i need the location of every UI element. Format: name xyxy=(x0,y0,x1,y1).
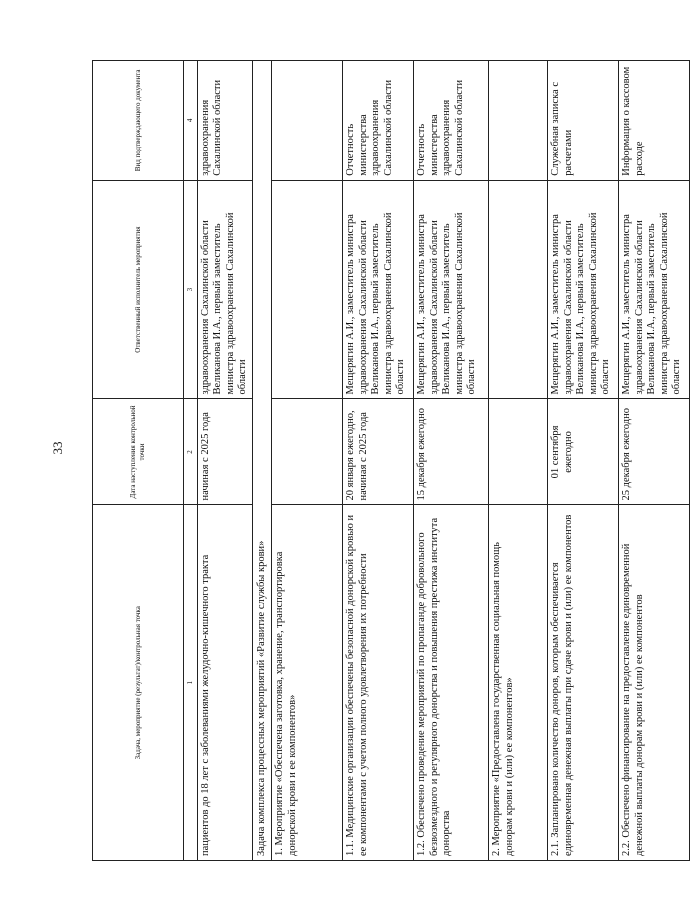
cell-responsible xyxy=(489,180,548,399)
cell-task: пациентов до 18 лет с заболеваниями желудочно-кишечного тракта xyxy=(197,505,252,861)
table-row xyxy=(343,61,414,861)
column-number: 3 xyxy=(184,180,198,399)
header-row xyxy=(93,61,184,861)
cell-task: 1.1. Медицинские организации обеспечены безопасной донорской кровью и ее компонентами с учетом полного удовлетворения их потребности xyxy=(343,505,414,861)
cell-responsible: Мещерягин А.И., заместитель министра здравоохранения Сахалинской области Великанова И.А., первый заместитель министра здравоохранения Сахалинской области xyxy=(414,180,489,399)
column-number: 4 xyxy=(184,61,198,181)
table-row xyxy=(272,61,343,861)
page-number: 33 xyxy=(50,441,65,455)
cell-document xyxy=(272,61,343,181)
cell-document: здравоохранения Сахалинской области xyxy=(197,61,252,181)
cell-task: 1. Мероприятие «Обеспечена заготовка, хранение, транспортировка донорской крови и ее компонентов» xyxy=(272,505,343,861)
column-number: 2 xyxy=(184,399,198,505)
cell-responsible: Мещерягин А.И., заместитель министра здравоохранения Сахалинской области Великанова И.А., первый заместитель министра здравоохранения Сахалинской области xyxy=(619,180,690,399)
task-heading: Задача комплекса процессных мероприятий «Развитие службы крови» xyxy=(252,61,272,861)
cell-date: начиная с 2025 года xyxy=(197,399,252,505)
cell-responsible: Мещерягин А.И., заместитель министра здравоохранения Сахалинской области Великанова И.А., первый заместитель министра здравоохранения Сахалинской области xyxy=(343,180,414,399)
cell-responsible: Мещерягин А.И., заместитель министра здравоохранения Сахалинской области Великанова И.А., первый заместитель министра здравоохранения Сахалинской области xyxy=(548,180,619,399)
cell-document: Отчетность министерства здравоохранения Сахалинской области xyxy=(414,61,489,181)
table-row xyxy=(414,61,489,861)
header-document: Вид подтверждающего документа xyxy=(93,61,184,181)
cell-task: 2. Мероприятие «Предоставлена государственная социальная помощь донорам крови и (или) ее компонентов» xyxy=(489,505,548,861)
cell-task: 2.1. Запланировано количество доноров, которым обеспечивается единовременная денежная выплаты при сдаче крови и (или) ее компонентов xyxy=(548,505,619,861)
cell-document: Служебная записка с расчетами xyxy=(548,61,619,181)
column-number-row xyxy=(184,61,198,861)
header-responsible: Ответственный исполнитель мероприятия xyxy=(93,180,184,399)
cell-date: 20 января ежегодно, начиная с 2025 года xyxy=(343,399,414,505)
cell-document: Информация о кассовом расходе xyxy=(619,61,690,181)
column-number: 1 xyxy=(184,505,198,861)
cell-date: 25 декабря ежегодно xyxy=(619,399,690,505)
rotated-table-wrapper xyxy=(92,60,682,861)
cell-date xyxy=(272,399,343,505)
cell-date: 15 декабря ежегодно xyxy=(414,399,489,505)
header-date: Дата наступления контрольной точки xyxy=(93,399,184,505)
cell-document: Отчетность министерства здравоохранения Сахалинской области xyxy=(343,61,414,181)
cell-task: 2.2. Обеспечено финансирование на предоставление единовременной денежной выплаты донорам крови и (или) ее компонентов xyxy=(619,505,690,861)
cell-date: 01 сентября ежегодно xyxy=(548,399,619,505)
control-points-table xyxy=(92,60,690,861)
table-row xyxy=(619,61,690,861)
cell-document xyxy=(489,61,548,181)
table-row xyxy=(548,61,619,861)
header-task: Задача, мероприятие (результат)/контрольная точка xyxy=(93,505,184,861)
cell-date xyxy=(489,399,548,505)
cell-responsible xyxy=(272,180,343,399)
table-row xyxy=(489,61,548,861)
table-row xyxy=(197,61,252,861)
cell-task: 1.2. Обеспечено проведение мероприятий по пропаганде добровольного безвозмездного и регулярного донорства и повышения престижа института донорства xyxy=(414,505,489,861)
task-row xyxy=(252,61,272,861)
cell-responsible: здравоохранения Сахалинской области Великанова И.А., первый заместитель министра здравоохранения Сахалинской области xyxy=(197,180,252,399)
